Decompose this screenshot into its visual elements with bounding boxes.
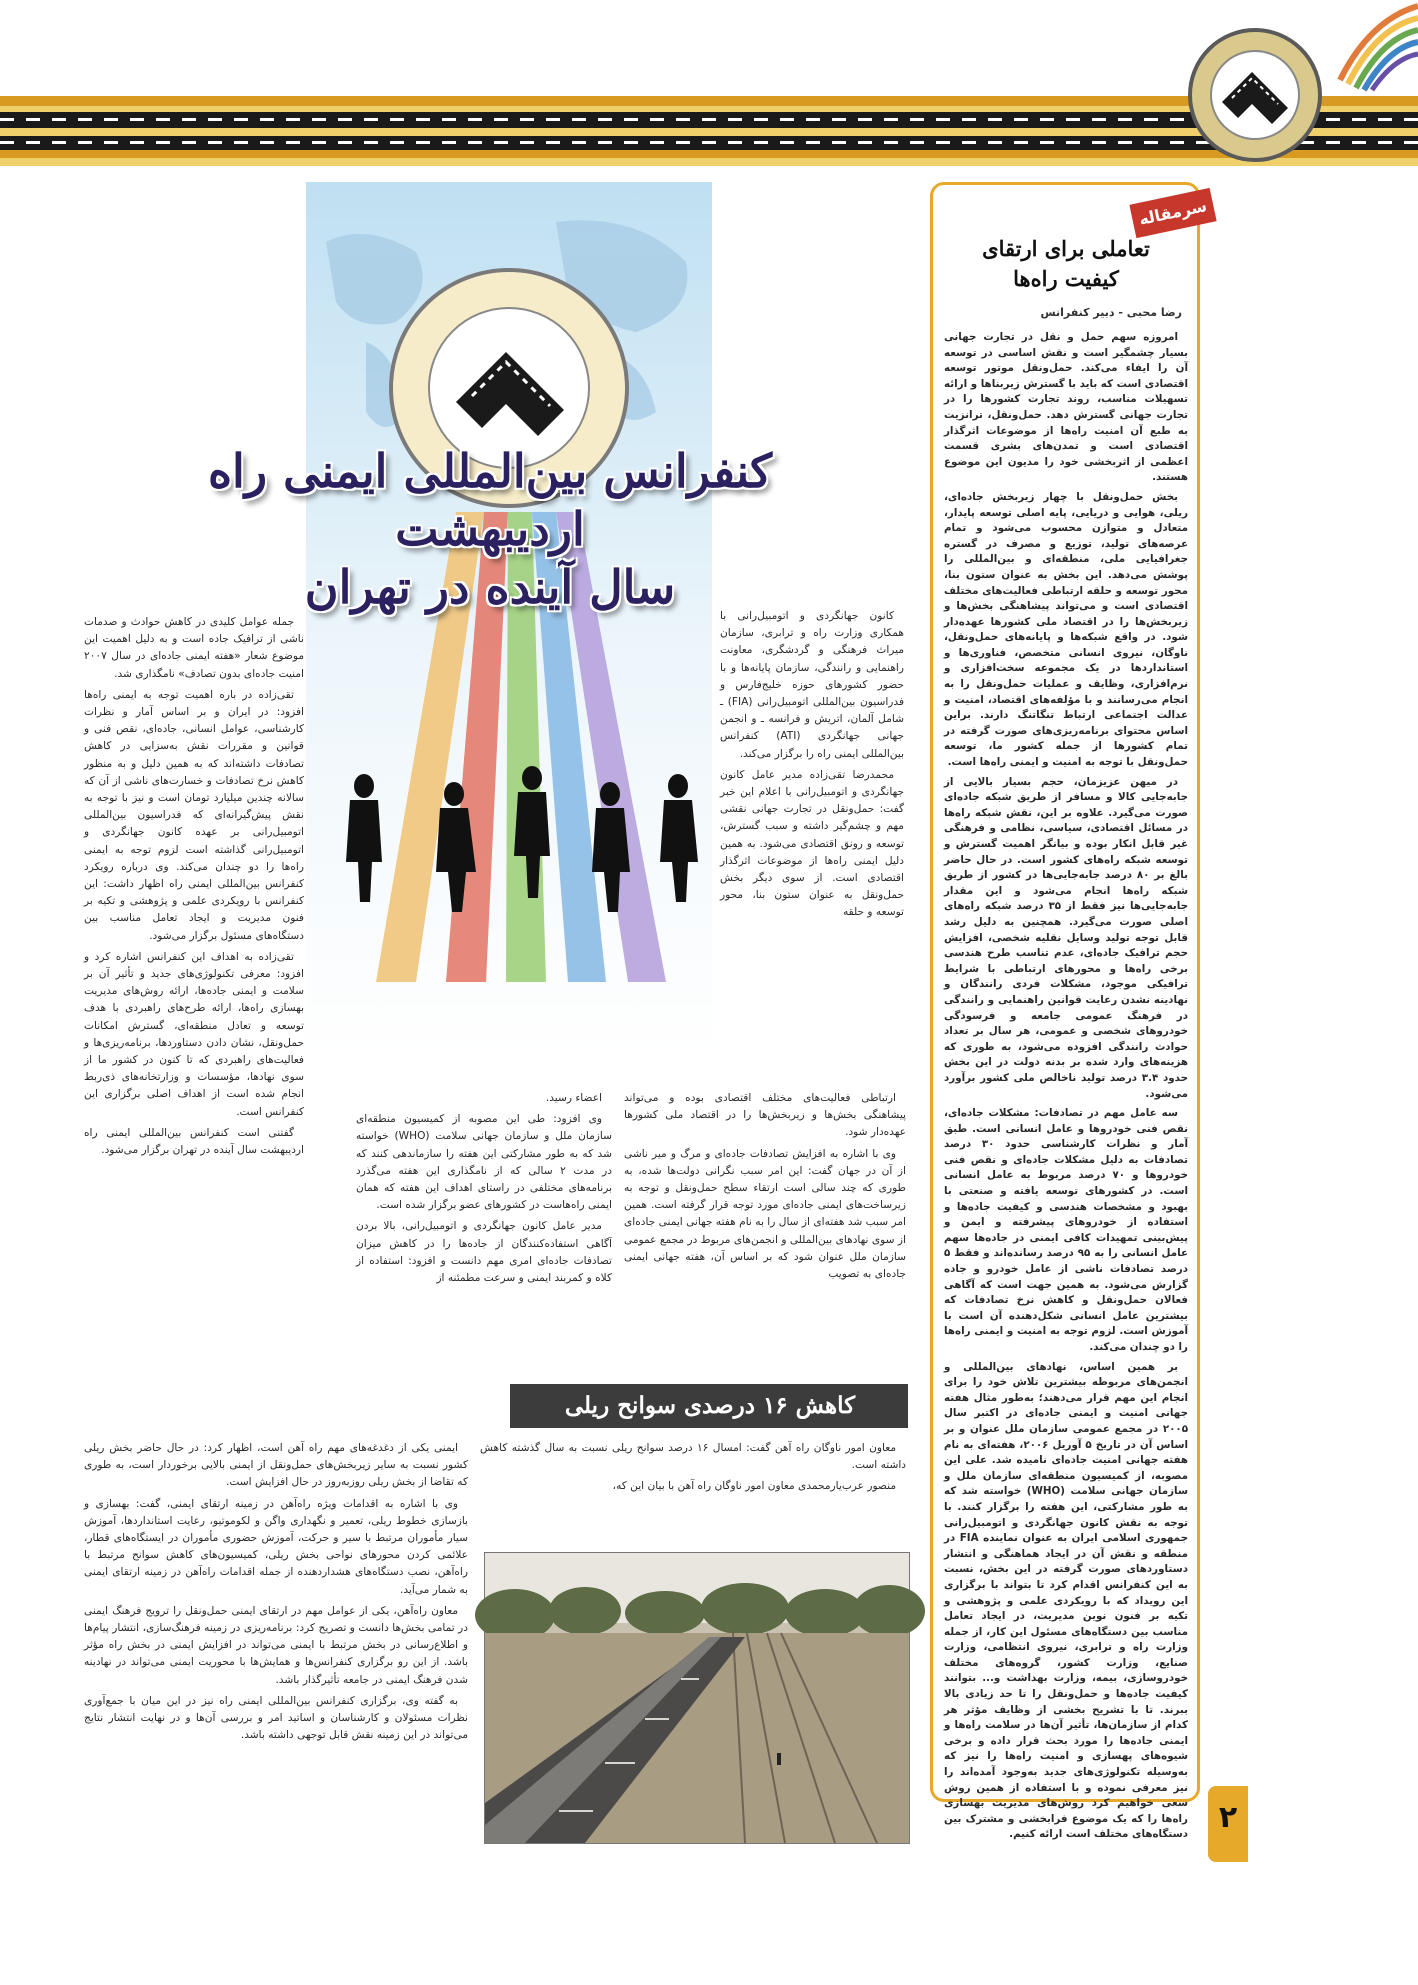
editorial-title <box>950 234 1182 294</box>
editorial-paragraph: بخش حمل‌ونقل با چهار زیربخش جاده‌ای، ریلی، هوایی و دریایی، پایه اصلی توسعه پایدار، متعادل و متوازن محسوب می‌شود و تمام عرصه‌های تولید، توزیع و مصرف در گستره جغرافیایی ملی، منطقه‌ای و بین‌المللی را پوشش می‌دهد. این بخش به عنوان ستون بنا، محور توسعه و حلقه ارتباطی فعالیت‌های مختلف اقتصادی است و می‌تواند پیشاهنگی بخش‌ها و زیربخش‌ها را در اقتصاد ملی کشورها عهده‌دار شود. در واقع شبکه‌ها و پایانه‌های حمل‌ونقل، ناوگان، نیروی انسانی متخصص، فناوری‌ها و استانداردها در یک مجموعه سخت‌افزاری و نرم‌افزاری، وظایف و عملیات حمل‌ونقل را به انجام می‌رسانند و با مؤلفه‌های اقتصاد، امنیت و عدالت اجتماعی ارتباط تنگاتنگ دارند. براین اساس محتوای برنامه‌ریزی‌های صورت گرفته در تمام کشورها از جمله کشور ما، توسعه حمل‌ونقل با توجه به امنیت و ایمنی راه‌ها است. <box>944 490 1188 769</box>
road-logo-icon <box>1192 32 1318 158</box>
article-paragraph: کانون جهانگردی و اتومبیل‌رانی با همکاری وزارت راه و ترابری، سازمان میراث فرهنگی و گردشگری، معاونت راهنمایی و رانندگی، سازمان پایانه‌ها و با حضور کشورهای حوزه خلیج‌فارس و فدراسیون بین‌المللی اتومبیل‌رانی (FIA) ـ شامل آلمان، اتریش و فرانسه ـ و انجمن جهانی جهانگردی (ATI) کنفرانس بین‌المللی ایمنی راه را برگزار می‌کند. <box>720 610 905 760</box>
article-paragraph: محمدرضا تقی‌زاده مدیر عامل کانون جهانگردی و اتومبیل‌رانی با اعلام این خبر گفت: حمل‌ونقل در تجارت جهانی نقشی مهم و چشم‌گیر داشته و سبب گسترش، توسعه و رونق اقتصادی می‌شود. به همین دلیل ایمنی راه‌ها از موضوعات اثرگذار اقتصادی است. از سوی دیگر بخش حمل‌ونقل به عنوان ستون بنا، محور توسعه و حلقه <box>720 768 904 919</box>
rail-section-title: کاهش ۱۶ درصدی سوانح ریلی <box>564 1392 856 1419</box>
rail-paragraph: منصور عرب‌یارمحمدی معاون امور ناوگان راه آهن با بیان این که، <box>612 1480 896 1493</box>
article-column-right-bottom <box>624 1090 906 1390</box>
rail-paragraph: معاون امور ناوگان راه آهن گفت: امسال ۱۶ درصد سوانح ریلی نسبت به سال گذشته کاهش داشته است. <box>480 1442 906 1472</box>
rail-paragraph: وی با اشاره به اقدامات ویژه راه‌آهن در زمینه ارتقای ایمنی، گفت: بهسازی و بازسازی خطوط ریلی، تعمیر و نگهداری واگن و لکوموتیو، رعایت استانداردها، آموزش سیار مأموران مرتبط با سیر و حرکت، آموزش حضوری مأموران در ایستگاه‌های قطار، علائمی کردن محورهای نواحی بخش ریلی، کمیسیون‌های کاهش سوانح مرتبط با راه‌آهن، نصب دستگاه‌های هشداردهنده از جمله اقدامات راه‌آهن در زمینه ارتقای ایمنی به شمار می‌آید. <box>84 1497 468 1596</box>
article-paragraph: گفتنی است کنفرانس بین‌المللی ایمنی راه اردیبهشت سال آینده در تهران برگزار می‌شود. <box>84 1126 304 1157</box>
editorial-badge: سرمقاله <box>1129 188 1216 238</box>
headline-line2: سال آینده در تهران <box>304 560 676 614</box>
article-paragraph: مدیر عامل کانون جهانگردی و اتومبیل‌رانی، بالا بردن آگاهی استفاده‌کنندگان از جاده‌ها را در کاهش میزان تصادفات جاده‌ای امری مهم دانست و افزود: استفاده از کلاه و کمربند ایمنی و سرعت مطمئنه از <box>356 1220 612 1285</box>
article-paragraph: ارتباطی فعالیت‌های مختلف اقتصادی بوده و می‌تواند پیشاهنگی بخش‌ها و زیربخش‌ها را در اقتصاد ملی کشورها عهده‌دار شود. <box>624 1092 906 1139</box>
editorial-title-line2: کیفیت راه‌ها <box>1013 266 1119 291</box>
editorial-paragraph: بر همین اساس، نهادهای بین‌المللی و انجمن‌های مربوطه بیشترین تلاش خود را برای انجام این مهم قرار می‌دهند؛ به‌طور مثال هفته جهانی امنیت و ایمنی جاده‌ای در اکتبر سال ۲۰۰۵ در مجمع عمومی سازمان ملل عنوان و بر اساس آن در تاریخ ۵ آوریل ۲۰۰۶، هفته‌ای به نام هفته جهانی امنیت جاده‌ای نامیده شد. علی این مصوبه، از کمیسیون منطقه‌ای سازمان ملل و سازمان جهانی سلامت (WHO) خواسته شد که به طور مشارکتی، این هفته را برگزار کنند. با توجه به نقش کانون جهانگردی و اتومبیل‌رانی جمهوری اسلامی ایران به عنوان نماینده FIA در منطقه و نقش آن در ایجاد هماهنگی و انتشار دستاوردهای صورت گرفته در این بخش، نسبت به این کنفرانس اقدام کرد تا بتواند با برگزاری این رویداد که با رویکردی علمی و پژوهشی و تکیه بر فنون نوین مدیریت، در ایجاد تعامل مناسب بین دستگاه‌های مسئول این کار، از جمله وزارت راه و ترابری، نیروی انتظامی، وزارت صنایع، وزارت کشور، گروه‌های مختلف خودروسازی، بیمه، وزارت بهداشت و... بتوانند کیفیت جاده‌ها و حمل‌ونقل را تا حد زیادی بالا ببرند. تا با تشریح بخشی از وظایف مؤثر هر کدام از سازمان‌ها، تأثیر آن‌ها در سلامت راه‌ها و ایمنی جاده‌ها را مورد بحث قرار داده و برخی شیوه‌های پهسازی و امنیت راه‌ها را نیز که به‌وسیله تکنولوژی‌های جدید به‌وجود آمده‌اند را نیز معرفی نموده و با استفاده از همین روش سعی خواهیم کرد روش‌های مدیریت بهسازی راه‌ها را که یک موضوع فرابخشی و مشترک بین دستگاه‌های مختلف است ارائه کنیم. <box>944 1360 1189 1841</box>
rail-paragraph: به گفته وی، برگزاری کنفرانس بین‌المللی ایمنی راه نیز در این میان با جمع‌آوری نظرات مسئولان و کارشناسان و اساتید امر و بررسی آن‌ها و در نهایت انتشار نتایج می‌تواند در این زمینه نقش قابل توجهی داشته باشد. <box>84 1694 468 1742</box>
article-paragraph: تقی‌زاده به اهداف این کنفرانس اشاره کرد و افزود: معرفی تکنولوژی‌های جدید و تأثیر آن بر سلامت و ایمنی جاده‌ها، ارائه روش‌های مدیریت بهسازی راه‌ها، ارائه طرح‌های راهبردی با هدف توسعه و تعادل منطقه‌ای، گسترش امکانات حمل‌ونقل، نشان دادن دستاوردها، برنامه‌ریزی‌ها و فعالیت‌های راهبردی که تا کنون در کشور ما از سوی نهادها، مؤسسات و وزارتخانه‌های ذی‌ربط انجام شده است از اهداف اصلی برگزاری این کنفرانس است. <box>84 950 304 1118</box>
article-column-right-top <box>720 608 904 1086</box>
article-paragraph: جمله عوامل کلیدی در کاهش حوادث و صدمات ناشی از ترافیک جاده است و به دلیل اهمیت این موضوع شعار «هفته ایمنی جاده‌ای در سال ۲۰۰۷ امنیت جاده‌ای بدون تصادف» نامگذاری شد. <box>84 616 304 680</box>
rail-paragraph: ایمنی یکی از دغدغه‌های مهم راه آهن است، اظهار کرد: در حال حاضر بخش ریلی کشور نسبت به سایر زیربخش‌های حمل‌ونقل از ایمنی بالایی برخوردار است، به طوری که تقاضا از بخش ریلی روزبه‌روز در حال افزایش است. <box>84 1442 468 1489</box>
editorial-paragraph: سه عامل مهم در تصادفات: مشکلات جاده‌ای، نقص فنی خودروها و عامل انسانی است. طبق آمار و نظرات کارشناسی حدود ۳۰ درصد تصادفات به دلیل مشکلات جاده‌ای و نقص فنی خودروها و ۷۰ درصد مربوط به عامل انسانی است. در کشورهای توسعه یافته و صنعتی با بهبود و مشخصات هندسی و کیفیت جاده‌ها و استفاده از خودروهای پیشرفته و ایمن و پیش‌بینی تمهیدات کافی ایمنی در جاده‌ها سهم عامل انسانی را به ۹۵ درصد رسانده‌اند و فقط ۵ درصد تصادفات ناشی از عامل خودرو و جاده گزارش می‌شود. به همین جهت است که آگاهی فعالان حمل‌ونقل و کاهش نرخ تصادفات که بیشترین عامل انسانی شکل‌دهنده آن است با آموزش است. لزوم توجه به امنیت و ایمنی راه‌ها را دو چندان می‌کند. <box>944 1107 1188 1353</box>
rail-paragraph: معاون راه‌آهن، یکی از عوامل مهم در ارتقای ایمنی حمل‌ونقل را ترویج فرهنگ ایمنی در تمامی بخش‌ها دانست و تصریح کرد: برنامه‌ریزی در زمینه فرهنگ‌سازی، انتشار پیام‌ها و اطلاع‌رسانی در بخش مرتبط با ایمنی می‌تواند در افزایش ایمنی در بخش راه مؤثر باشد. از این رو برگزاری کنفرانس‌ها و همایش‌ها با محوریت ایمنی می‌تواند در نهادینه شدن فرهنگ ایمنی در جامعه تأثیرگذار باشد. <box>84 1604 468 1686</box>
conference-poster-image <box>306 182 712 1060</box>
editorial-author: رضا محبی - دبیر کنفرانس <box>1040 306 1182 319</box>
conference-logo <box>1188 28 1322 162</box>
page-number: ۲ <box>1218 1800 1238 1835</box>
article-paragraph: اعضاء رسید. <box>545 1092 602 1104</box>
article-paragraph: تقی‌زاده در باره اهمیت توجه به ایمنی راه‌ها افزود: در ایران و بر اساس آمار و نظرات کارشناسی، عوامل انسانی، جاده‌ای، نقص فنی و قوانین و مقررات نقش به‌سزایی در کاهش تصادفات داشته‌اند که به همین دلیل و به منظور کاهش نرخ تصادفات و خسارت‌های ناشی از آن که سالانه چندین میلیارد تومان است و نیز با توجه به نقش پیش‌گیرانه‌ای که فدراسیون بین‌المللی اتومبیل‌رانی بر عهده کانون جهانگردی و اتومبیل‌رانی گذاشته است لزوم توجه به ایمنی راه‌ها را دو چندان می‌کند. وی درباره رویکرد کنفرانس بین‌المللی ایمنی راه اظهار داشت: این کنفرانس با رویکردی علمی و پژوهشی و تکیه بر فنون مدیریت و ایجاد تعامل مناسب بین دستگاه‌های مسئول برگزار می‌شود. <box>84 688 304 942</box>
editorial-body <box>944 330 1189 1841</box>
headline-line1: کنفرانس بین‌المللی ایمنی راه اردیبهشت <box>207 444 773 556</box>
article-paragraph: وی افزود: طی این مصوبه از کمیسیون منطقه‌ای سازمان ملل و سازمان جهانی سلامت (WHO) خواسته شد که به طور مشارکتی این هفته را سازماندهی کنند که در مدت ۲ سالی که از نامگذاری این هفته می‌گذرد برنامه‌های مختلفی در راستای اهداف این هفته که همان ایمنی راه‌هاست در کشورهای عضو برگزار شده است. <box>356 1113 612 1212</box>
editorial-title-line1: تعاملی برای ارتقای <box>982 236 1150 261</box>
rail-section-body <box>84 1440 468 1860</box>
article-column-middle-bottom <box>356 1090 612 1360</box>
headline <box>130 442 850 616</box>
rail-yard-photo <box>484 1552 910 1844</box>
article-paragraph: وی با اشاره به افزایش تصادفات جاده‌ای و مرگ و میر ناشی از آن در جهان گفت: این امر سبب نگرانی دولت‌ها شده، به طوری که چند سالی است ارتقاء سطح حمل‌ونقل و توجه به زیرساخت‌های ایمنی جاده‌ای مورد توجه قرار گرفته است. همین امر سبب شد هفته‌ای از سال را به نام هفته جهانی ایمنی جاده‌ای از سوی نهادهای بین‌المللی و انجمن‌های مربوط در مجمع عمومی سازمان ملل عنوان شود که بر اساس آن، هفته جهانی ایمنی جاده‌ای به تصویب <box>624 1147 906 1281</box>
article-column-left-top <box>84 614 304 1264</box>
decorative-swoosh <box>1330 0 1418 90</box>
editorial-paragraph: در میهن عزیزمان، حجم بسیار بالایی از جابه‌جایی کالا و مسافر از طریق شبکه جاده‌ای صورت می‌گیرد. علاوه بر این، نقش شبکه راه‌ها در مسائل اقتصادی، سیاسی، نظامی و فرهنگی غیر قابل انکار بوده و بیانگر اهمیت گسترش و توسعه شبکه راه‌های کشور است. در حال حاضر بالغ بر ۸۰ درصد جابه‌جایی‌ها در کشور از طریق شبکه راه‌ها انجام می‌شود و این مقدار جابه‌جایی‌ها نیز فقط از ۳۵ درصد شبکه راه‌های اصلی صورت می‌گیرد. همچنین به دلیل رشد قابل توجه تولید وسایل نقلیه شخصی، افزایش حجم ترافیک جاده‌ای، عدم تناسب طرح هندسی برخی راه‌ها و محورهای ارتباطی با شرایط ترافیکی موجود، مشکلات فردی رانندگان و نهادینه نشدن رعایت قوانین راهنمایی و رانندگی در فرهنگ عمومی جامعه و فرسودگی خودروهای شخصی و عمومی، هر سال بر تعداد حوادث رانندگی افزوده می‌شود، به طوری که هزینه‌های وارد شده بر بدنه دولت در این بخش حدود ۳.۴ درصد تولید ناخالص ملی کشور برآورد می‌شود. <box>944 775 1189 1100</box>
rail-section-intro <box>480 1440 906 1550</box>
editorial-paragraph: امروزه سهم حمل و نقل در تجارت جهانی بسیار چشمگیر است و نقش اساسی در توسعه آن را ایفاء می‌کند. حمل‌ونقل موتور توسعه اقتصادی است که باید با گسترش زیربناها و ارائه تسهیلات مناسب، روند تجارت کشورها را در تجارت جهانی گسترش دهد. حمل‌ونقل، ترانزیت به طبع آن امنیت راه‌ها از موضوعات اثرگذار اقتصادی است و تمدن‌های بشری قسمت اعظمی از اثربخشی خود را مدیون این موضوع هستند. <box>944 331 1188 484</box>
